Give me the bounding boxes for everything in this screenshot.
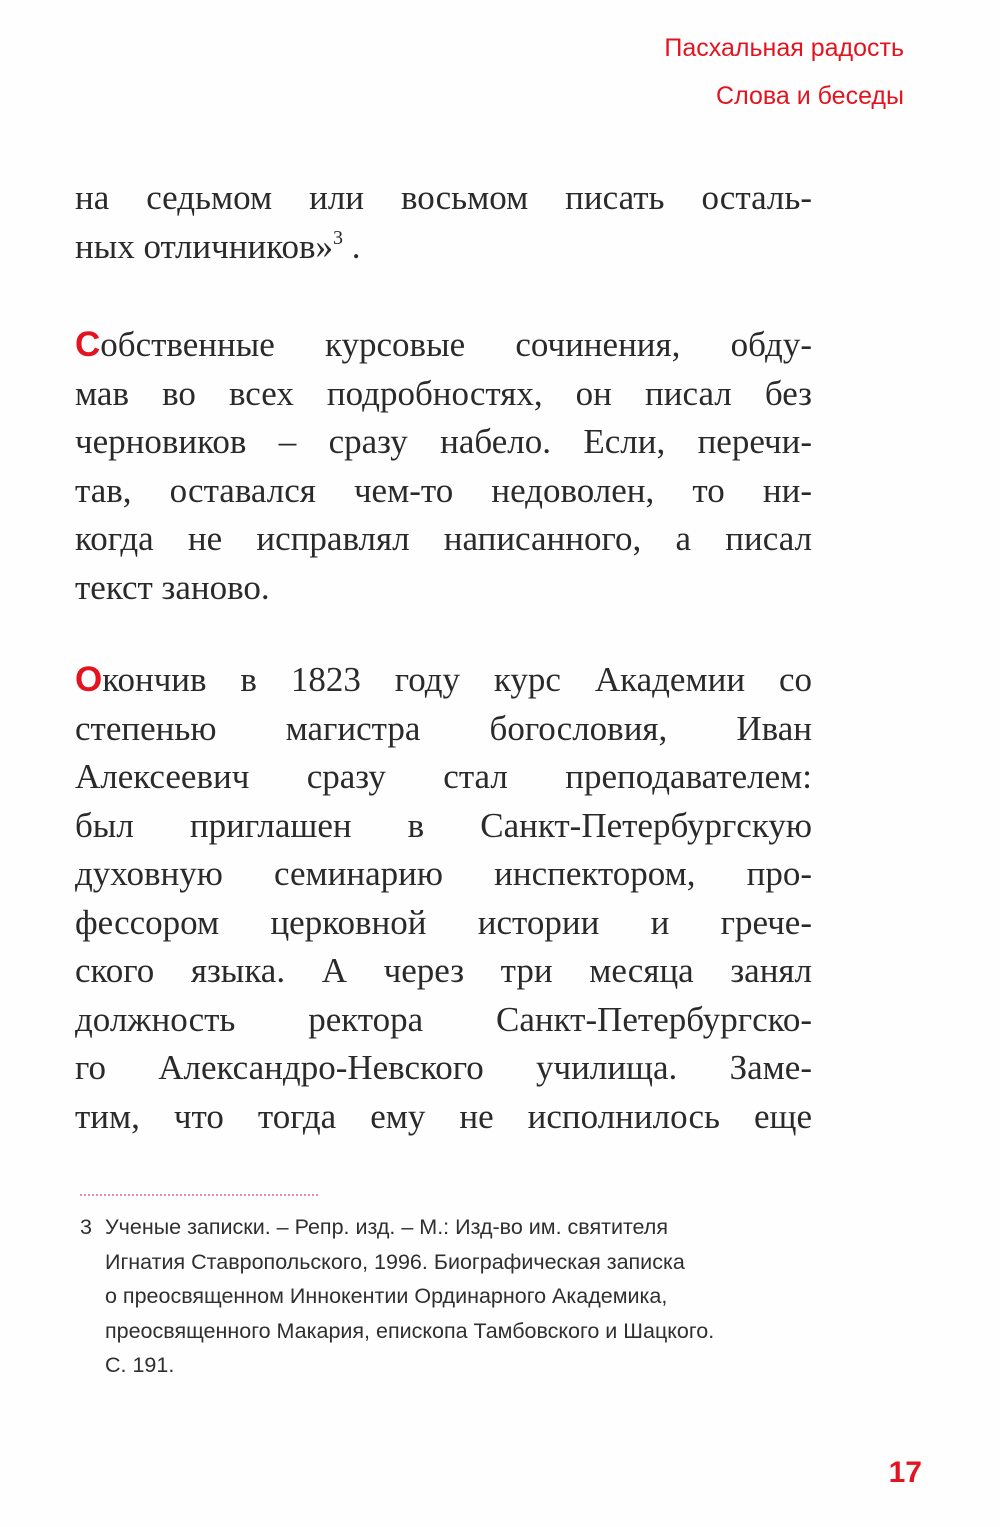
footnote-line [80,1210,820,1245]
paragraph-3 [75,656,812,1141]
text-line: фессором церковной истории и грече- [75,902,812,942]
footnote-line: о преосвященном Иннокентии Ординарного Академика, [105,1284,668,1308]
footnote-divider [80,1194,318,1196]
text-fragment: кончив в 1823 году курс Академии со [102,660,812,699]
running-head-title: Пасхальная радость [664,34,904,62]
text-fragment: Ученые записки. – Репр. изд. – М.: Изд-во им. святителя [105,1215,668,1239]
footnote-line: преосвященного Макария, епископа Тамбовского и Шацкого. [105,1318,715,1343]
text-line [75,321,812,370]
text-line: текст заново. [75,567,270,607]
text-line: степенью магистра богословия, Иван [75,708,812,748]
paragraph-1 [75,174,812,271]
initial-letter: О [75,660,103,699]
text-line: мав во всех подробностях, он писал без [75,373,812,413]
text-fragment: ных отличников» [75,226,333,266]
paragraph-2 [75,321,812,612]
initial-letter: С [75,325,101,364]
text-line: тав, оставался чем-то недоволен, то ни- [75,470,812,510]
text-line: когда не исправлял написанного, а писал [75,519,812,558]
running-head-subtitle: Слова и беседы [716,82,904,110]
text-line [75,656,812,705]
text-line: черновиков – сразу набело. Если, перечи- [75,422,812,461]
text-line: на седьмом или восьмом писать осталь- [75,178,812,217]
text-line: был приглашен в Санкт-Петербургскую [75,805,812,845]
footnote-line: Игнатия Ставропольского, 1996. Биографическая записка [105,1249,685,1274]
text-fragment: обственные курсовые сочинения, обду- [100,325,812,364]
text-line: го Александро-Невского училища. Заме- [75,1048,812,1087]
footnote-number: 3 [80,1215,92,1239]
text-line: ского языка. А через три месяца занял [75,951,812,990]
footnote [80,1210,820,1383]
footnote-reference: 3 [332,226,343,249]
footnote-line: С. 191. [105,1353,175,1377]
text-line: тим, что тогда ему не исполнилось еще [75,1096,812,1136]
text-line: духовную семинарию инспектором, про- [75,854,812,893]
text-line [75,223,812,272]
text-line: Алексеевич сразу стал преподавателем: [75,757,812,796]
text-fragment: . [342,226,361,266]
page-number: 17 [888,1456,922,1489]
text-line: должность ректора Санкт-Петербургско- [75,999,812,1039]
running-head [664,24,904,120]
